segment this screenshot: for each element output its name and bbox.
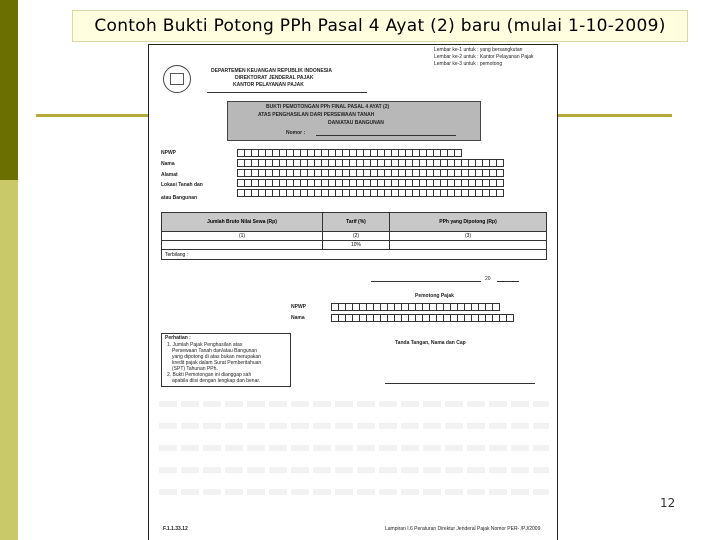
terbilang-row: Terbilang : [162,250,547,260]
nomor-label: Nomor : [286,130,306,136]
bleed-through-2 [159,423,549,429]
accent-line-right [558,114,672,117]
form-title-box [227,101,481,141]
tarif-value: 10% [323,241,390,250]
col-bruto: Jumlah Bruto Nilai Sewa (Rp) [162,213,323,232]
pemotong-title: Pemotong Pajak [415,293,454,299]
nama-cells [237,159,503,167]
tax-table [161,212,547,260]
date-suffix: 20 [485,276,491,282]
notes-box [161,333,291,387]
box-title-3: DAN/ATAU BANGUNAN [328,120,384,126]
copy-line-3: Lembar ke-3 untuk : pemotong [434,61,503,67]
date-line [497,281,519,282]
bleed-through-4 [159,467,549,473]
copy-line-2: Lembar ke-2 untuk : Kantor Pelayanan Pajak [434,54,534,60]
pemotong-nama: Nama [291,315,305,321]
col-tarif: Tarif (%) [323,213,390,232]
lokasi-cells [237,179,503,187]
ministry-logo-icon [163,65,191,93]
npwp-cells [237,149,461,157]
place-line [371,281,481,282]
footer-note: Lampiran I.6 Peraturan Direktur Jenderal Pajak Nomor PER- /PJ/2009 [385,526,541,532]
field-nama: Nama [161,161,175,167]
field-npwp: NPWP [161,150,176,156]
bleed-through-5 [159,489,549,495]
num-2: (2) [323,232,390,241]
pemotong-npwp-cells [331,303,499,311]
sidebar-bar-light [0,180,18,540]
sidebar-bar-dark [0,0,18,180]
slide-title-text: Contoh Bukti Potong PPh Pasal 4 Ayat (2) baru (mulai 1-10-2009) [94,16,666,36]
note-line-5: (SPT) Tahunan PPh. [172,366,218,372]
header-line-1: DEPARTEMEN KEUANGAN REPUBLIK INDONESIA [211,68,333,74]
bleed-through-1 [159,401,549,407]
box-title-1: BUKTI PEMOTONGAN PPh FINAL PASAL 4 AYAT (2) [266,104,390,110]
page-number: 12 [660,496,676,510]
note-line-1: 1. Jumlah Pajak Penghasilan atas [167,342,243,348]
tax-form-scan [148,44,558,540]
bruto-value [162,241,323,250]
field-alamat: Alamat [161,172,178,178]
header-line-3: KANTOR PELAYANAN PAJAK [233,82,304,88]
nomor-line [316,135,456,136]
pemotong-npwp: NPWP [291,304,306,310]
num-1: (1) [162,232,323,241]
field-bangunan: atau Bangunan [161,195,198,201]
field-lokasi: Lokasi Tanah dan [161,182,203,188]
note-line-7: apabila diisi dengan lengkap dan benar. [172,378,261,384]
bangunan-cells [237,189,503,197]
note-line-2: Persewaan Tanah dan/atau Bangunan [172,348,257,354]
bleed-through-3 [159,445,549,451]
accent-line-left [36,114,148,117]
header-line-2: DIREKTORAT JENDERAL PAJAK [235,75,314,81]
signature-label: Tanda Tangan, Nama dan Cap [395,340,466,346]
alamat-cells [237,169,503,177]
note-line-4: kredit pajak dalam Surat Pemberitahuan [172,360,262,366]
col-pph: PPh yang Dipotong (Rp) [390,213,547,232]
box-title-2: ATAS PENGHASILAN DARI PERSEWAAN TANAH [258,112,375,118]
num-3: (3) [390,232,547,241]
note-line-3: yang dipotong di atas bukan merupakan [172,354,261,360]
slide-title [72,10,688,42]
signature-line [385,383,535,384]
notes-title: Perhatian : [165,335,191,341]
form-code: F.1.1.33.12 [163,526,188,532]
pph-value [390,241,547,250]
header-underline [207,92,367,93]
note-line-6: 2. Bukti Pemotongan ini dianggap sah [167,372,252,378]
pemotong-nama-cells [331,314,513,322]
copy-line-1: Lembar ke-1 untuk : yang bersangkutan [434,47,523,53]
